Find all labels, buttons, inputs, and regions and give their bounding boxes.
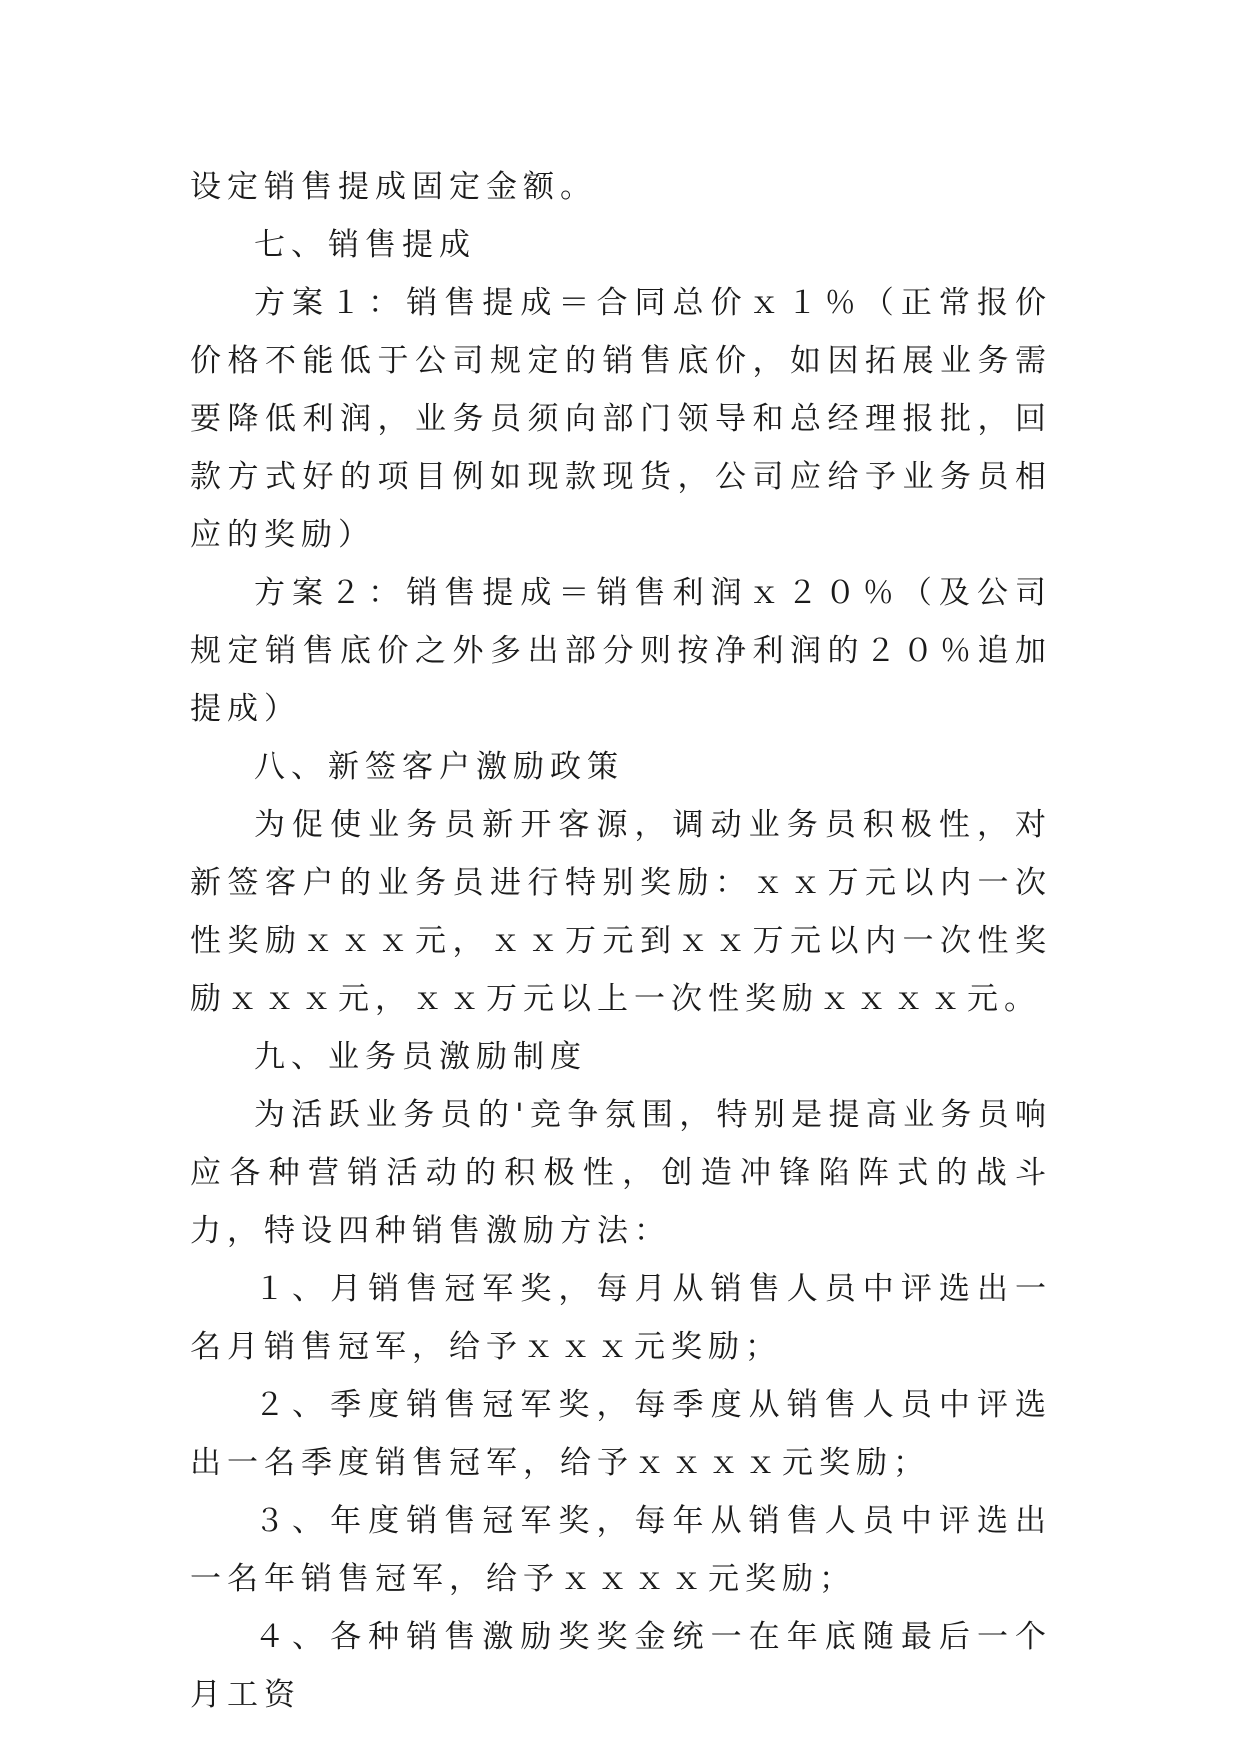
paragraph-new-client-incentive: 为促使业务员新开客源，调动业务员积极性，对新签客户的业务员进行特别奖励：ｘｘ万元以内一次性奖励ｘｘｘ元，ｘｘ万元到ｘｘ万元以内一次性奖励ｘｘｘ元，ｘｘ万元以上一次性奖励ｘｘｘｘ元。	[190, 807, 1052, 1017]
paragraph-incentive-intro: 为活跃业务员的'竞争氛围，特别是提高业务员响应各种营销活动的积极性，创造冲锋陷阵式的战斗力，特设四种销售激励方法：	[190, 1097, 1052, 1249]
paragraph-plan-2: 方案２：销售提成＝销售利润ｘ２０％（及公司规定销售底价之外多出部分则按净利润的２０％追加提成）	[190, 575, 1052, 727]
list-item-quarterly-champion: ２、季度销售冠军奖，每季度从销售人员中评选出一名季度销售冠军，给予ｘｘｘｘ元奖励；	[190, 1387, 1052, 1481]
list-item-monthly-champion: １、月销售冠军奖，每月从销售人员中评选出一名月销售冠军，给予ｘｘｘ元奖励；	[190, 1271, 1052, 1365]
section-heading-9: 九、业务员激励制度	[254, 1039, 587, 1075]
section-heading-7: 七、销售提成	[254, 227, 476, 263]
list-item-bonus-payment: ４、各种销售激励奖奖金统一在年底随最后一个月工资	[190, 1619, 1052, 1713]
document-body	[190, 158, 1052, 1724]
paragraph-plan-1: 方案１：销售提成＝合同总价ｘ１％（正常报价价格不能低于公司规定的销售底价，如因拓展业务需要降低利润，业务员须向部门领导和总经理报批，回款方式好的项目例如现款现货，公司应给予业务员相应的奖励）	[190, 285, 1052, 553]
list-item-annual-champion: ３、年度销售冠军奖，每年从销售人员中评选出一名年销售冠军，给予ｘｘｘｘ元奖励；	[190, 1503, 1052, 1597]
section-heading-8: 八、新签客户激励政策	[254, 749, 624, 785]
paragraph-continuation: 设定销售提成固定金额。	[190, 169, 597, 205]
